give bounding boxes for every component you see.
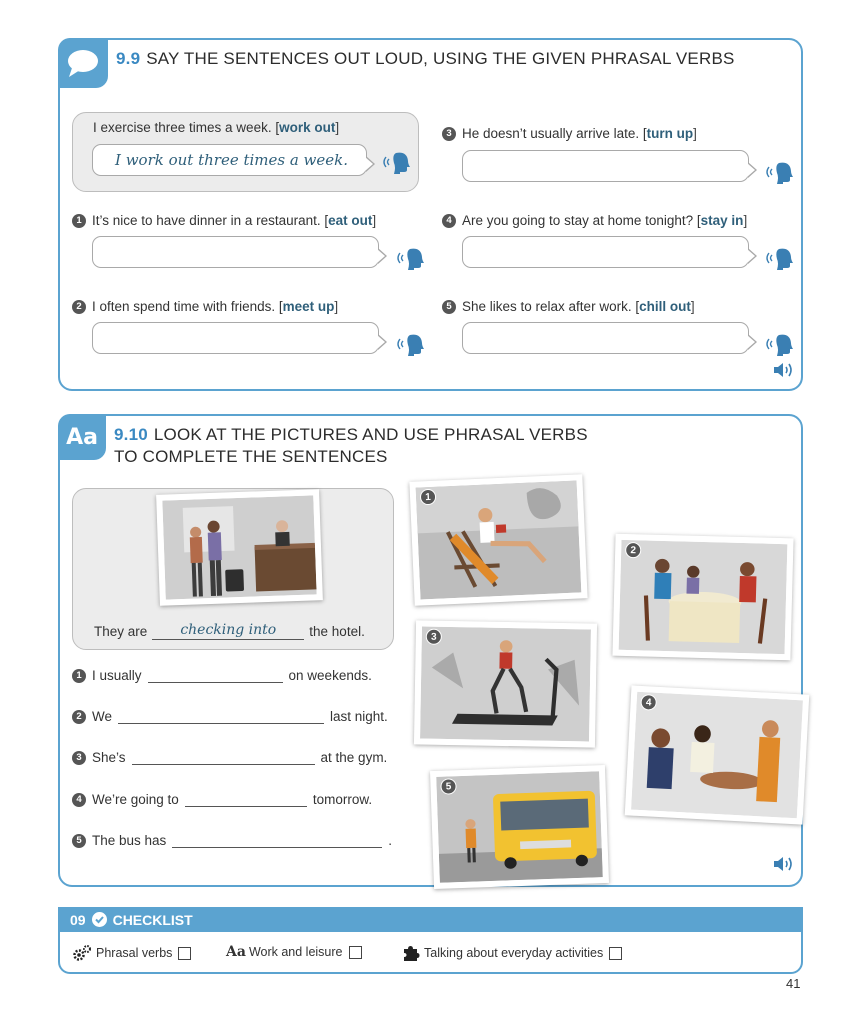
item-number: 3: [72, 751, 86, 765]
picture-3-working-out: [414, 620, 597, 747]
answer-box-5[interactable]: [462, 322, 749, 354]
fill-item-2: [72, 709, 388, 724]
phrasal-verb: chill out: [639, 299, 691, 314]
sentence-item-4: [442, 213, 747, 228]
exercise-9-10-panel: [58, 414, 803, 887]
speaking-head-icon: [397, 246, 427, 270]
fill-item-3: [72, 750, 387, 765]
bracket: ]: [693, 126, 697, 141]
audio-speaker-icon[interactable]: [772, 361, 794, 379]
sentence-start: We: [92, 709, 113, 724]
sentence-text: He doesn’t usually arrive late. [: [462, 126, 647, 141]
picture-2-eating-out: [612, 534, 793, 661]
sentence-end: the hotel.: [309, 623, 365, 639]
phrasal-verb: stay in: [700, 213, 744, 228]
sentence-text: Are you going to stay at home tonight? [: [462, 213, 701, 228]
picture-number: 5: [440, 778, 457, 795]
fill-item-4: [72, 792, 372, 807]
speaking-head-icon: [397, 332, 427, 356]
sentence-text: She likes to relax after work. [: [462, 299, 640, 314]
speaking-head-icon: [383, 150, 413, 174]
sentence-start: I usually: [92, 668, 142, 683]
sentence-start: She’s: [92, 750, 126, 765]
hotel-checkin-picture: [156, 489, 323, 606]
page-number: 41: [786, 976, 801, 991]
checklist-header: [58, 907, 803, 932]
item-number: 4: [442, 214, 456, 228]
item-number: 5: [442, 300, 456, 314]
checkbox-everyday-activities[interactable]: [609, 947, 622, 960]
blank-3[interactable]: [132, 751, 315, 765]
item-number: 1: [72, 214, 86, 228]
bracket: ]: [690, 299, 695, 314]
puzzle-icon: [402, 944, 420, 962]
sentence-start: We’re going to: [92, 792, 179, 807]
bracket: ]: [743, 213, 748, 228]
checkbox-work-and-leisure[interactable]: [349, 946, 362, 959]
blank-1[interactable]: [148, 669, 283, 683]
example-sentence-text: I exercise three times a week. [: [93, 120, 280, 135]
item-number: 4: [72, 793, 86, 807]
checklist-title: CHECKLIST: [112, 911, 193, 928]
sentence-end: on weekends.: [288, 668, 372, 683]
sentence-end: last night.: [330, 709, 388, 724]
item-number: 2: [72, 300, 86, 314]
audio-speaker-icon[interactable]: [772, 855, 794, 873]
example-answer-box: [92, 144, 367, 176]
unit-number: 09: [70, 911, 86, 928]
picture-number: 2: [625, 542, 641, 558]
checklist-item-phrasal-verbs: [72, 944, 191, 962]
checklist-label: Phrasal verbs: [96, 946, 173, 960]
blank-5[interactable]: [172, 834, 382, 848]
fill-item-1: [72, 668, 372, 683]
item-number: 1: [72, 669, 86, 683]
speaking-head-icon: [766, 246, 796, 270]
exercise-instruction-line1: LOOK AT THE PICTURES AND USE PHRASAL VERBS: [153, 425, 588, 444]
blank-4[interactable]: [185, 793, 307, 807]
badge-text: Aa: [66, 424, 98, 450]
sentence-start: They are: [94, 623, 148, 639]
sentence-end: tomorrow.: [312, 792, 373, 807]
answer-box-1[interactable]: [92, 236, 379, 268]
phrasal-verb: turn up: [646, 126, 694, 141]
picture-5-bus: [430, 765, 609, 889]
exercise-number: 9.10: [114, 425, 148, 444]
sentence-item-5: [442, 299, 695, 314]
exercise-9-9-panel: [58, 38, 803, 391]
checkmark-circle-icon: [92, 912, 107, 927]
bracket: ]: [372, 213, 377, 228]
sentence-end: .: [388, 833, 393, 848]
exercise-title: [114, 424, 588, 468]
example-sentence: [93, 120, 339, 135]
phrasal-verb: eat out: [328, 213, 373, 228]
checklist-body: [58, 932, 803, 974]
picture-1-reading: [409, 474, 587, 605]
aa-vocabulary-icon: [58, 414, 106, 460]
sentence-text: It’s nice to have dinner in a restaurant. [: [92, 213, 329, 228]
bracket: ]: [334, 299, 339, 314]
fill-item-5: [72, 833, 392, 848]
example-answer-line: [152, 622, 304, 640]
picture-number: 4: [640, 694, 657, 711]
speech-bubble-icon: [58, 38, 108, 88]
picture-number: 3: [426, 629, 442, 645]
item-number: 3: [442, 127, 456, 141]
checklist-item-everyday-activities: [402, 944, 622, 962]
exercise-title: [116, 48, 735, 70]
speaking-head-icon: [766, 332, 796, 356]
example-answer: checking into: [180, 622, 277, 638]
checklist-label: Talking about everyday activities: [424, 946, 604, 960]
phrasal-verb: meet up: [282, 299, 335, 314]
sentence-item-1: [72, 213, 376, 228]
exercise-instruction: SAY THE SENTENCES OUT LOUD, USING THE GIVEN PHRASAL VERBS: [146, 49, 735, 68]
picture-number: 1: [420, 489, 437, 506]
example-phrasal-verb: work out: [279, 120, 336, 135]
sentence-end: at the gym.: [320, 750, 388, 765]
sentence-item-2: [72, 299, 338, 314]
sentence-item-3: [442, 126, 697, 141]
aa-vocabulary-icon: Aa: [226, 944, 246, 960]
item-number: 5: [72, 834, 86, 848]
example-answer: I work out three times a week.: [115, 151, 349, 169]
checklist-label: Work and leisure: [248, 945, 343, 959]
item-number: 2: [72, 710, 86, 724]
exercise-instruction-line2: TO COMPLETE THE SENTENCES: [114, 447, 388, 466]
exercise-number: 9.9: [116, 49, 141, 68]
speaking-head-icon: [766, 160, 796, 184]
sentence-start: The bus has: [92, 833, 167, 848]
answer-box-3[interactable]: [462, 150, 749, 182]
gears-icon: [72, 944, 92, 962]
sentence-text: I often spend time with friends. [: [92, 299, 283, 314]
example-sentence: [94, 622, 365, 640]
checkbox-phrasal-verbs[interactable]: [178, 947, 191, 960]
checklist-item-work-and-leisure: [226, 944, 362, 960]
blank-2[interactable]: [118, 710, 324, 724]
picture-4-meeting-friends: [625, 685, 810, 824]
answer-box-4[interactable]: [462, 236, 749, 268]
answer-box-2[interactable]: [92, 322, 379, 354]
bracket: ]: [335, 120, 340, 135]
